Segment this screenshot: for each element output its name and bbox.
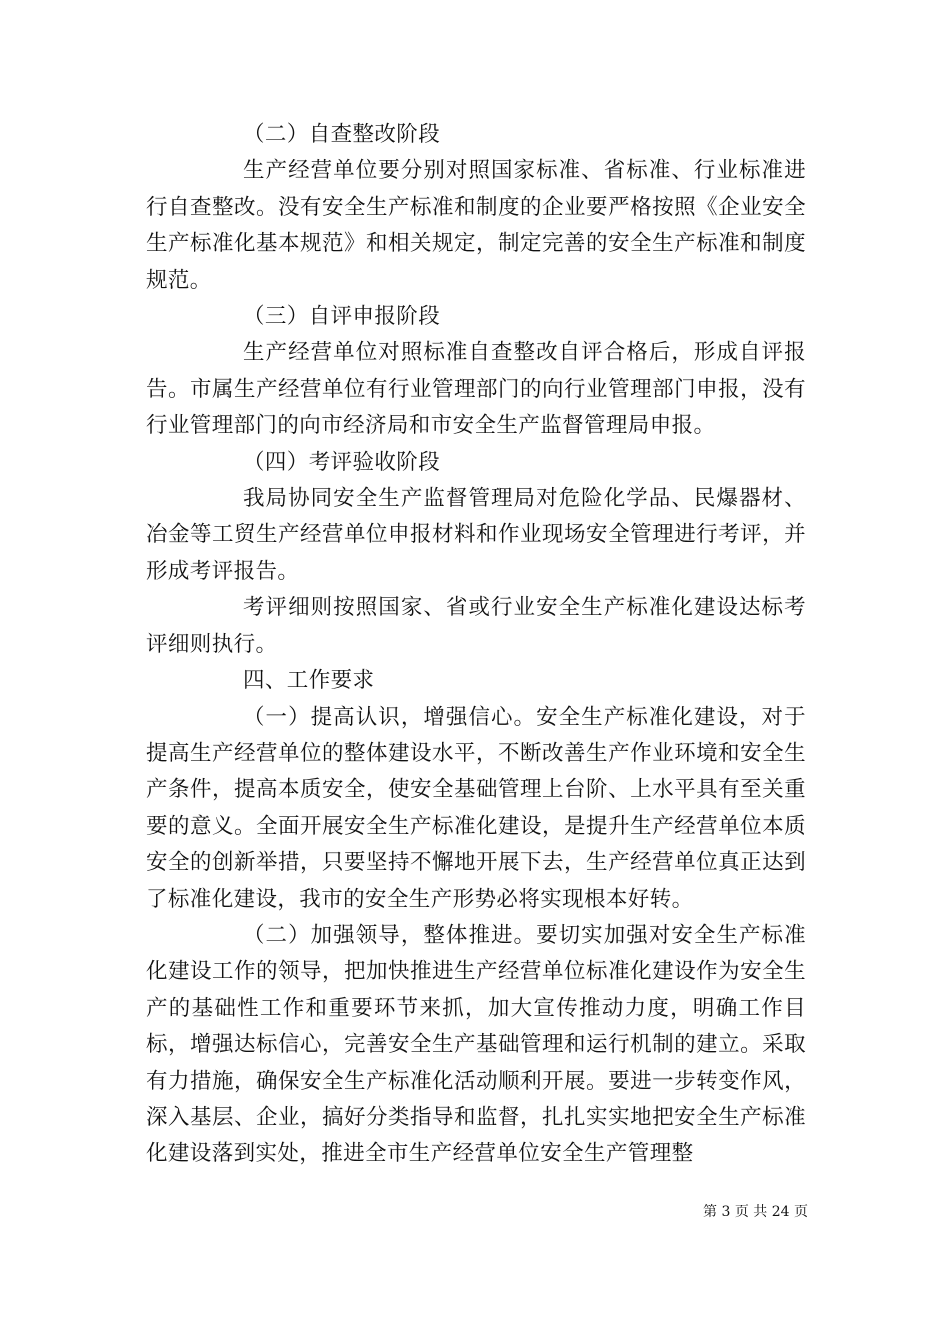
- paragraph-acceptance: 我局协同安全生产监督管理局对危险化学品、民爆器材、冶金等工贸生产经营单位申报材料和作业现场安全管理进行考评，并形成考评报告。: [146, 486, 806, 584]
- section-heading-self-inspection: （二）自查整改阶段: [243, 122, 441, 147]
- paragraph-requirement-awareness: （一）提高认识，增强信心。安全生产标准化建设，对于提高生产经营单位的整体建设水平，不断改善生产作业环境和安全生产条件，提高本质安全，使安全基础管理上台阶、上水平具有至关重要的意义。全面开展安全生产标准化建设，是提升生产经营单位本质安全的创新举措，只要坚持不懈地开展下去，生产经营单位真正达到了标准化建设，我市的安全生产形势必将实现根本好转。: [146, 704, 806, 912]
- page-number-footer: 第 3 页 共 24 页: [703, 1204, 808, 1220]
- section-heading-work-requirements: 四、工作要求: [243, 668, 375, 694]
- paragraph-self-evaluation: 生产经营单位对照标准自查整改自评合格后，形成自评报告。市属生产经营单位有行业管理部门的向行业管理部门申报，没有行业管理部门的向市经济局和市安全生产监督管理局申报。: [146, 340, 806, 439]
- document-body: [146, 117, 806, 1173]
- paragraph-requirement-leadership: （二）加强领导，整体推进。要切实加强对安全生产标准化建设工作的领导，把加快推进生产经营单位标准化建设作为安全生产的基础性工作和重要环节来抓，加大宣传推动力度，明确工作目标，增强达标信心，完善安全生产基础管理和运行机制的建立。采取有力措施，确保安全生产标准化活动顺利开展。要进一步转变作风，深入基层、企业，搞好分类指导和监督，扎扎实实地把安全生产标准化建设落到实处，推进全市生产经营单位安全生产管理整: [146, 922, 806, 1167]
- section-heading-acceptance: （四）考评验收阶段: [243, 449, 441, 475]
- section-heading-self-evaluation: （三）自评申报阶段: [243, 304, 441, 330]
- paragraph-self-inspection: 生产经营单位要分别对照国家标准、省标准、行业标准进行自查整改。没有安全生产标准和制度的企业要严格按照《企业安全生产标准化基本规范》和相关规定，制定完善的安全生产标准和制度规范。: [146, 158, 806, 293]
- paragraph-evaluation-rules: 考评细则按照国家、省或行业安全生产标准化建设达标考评细则执行。: [146, 595, 806, 657]
